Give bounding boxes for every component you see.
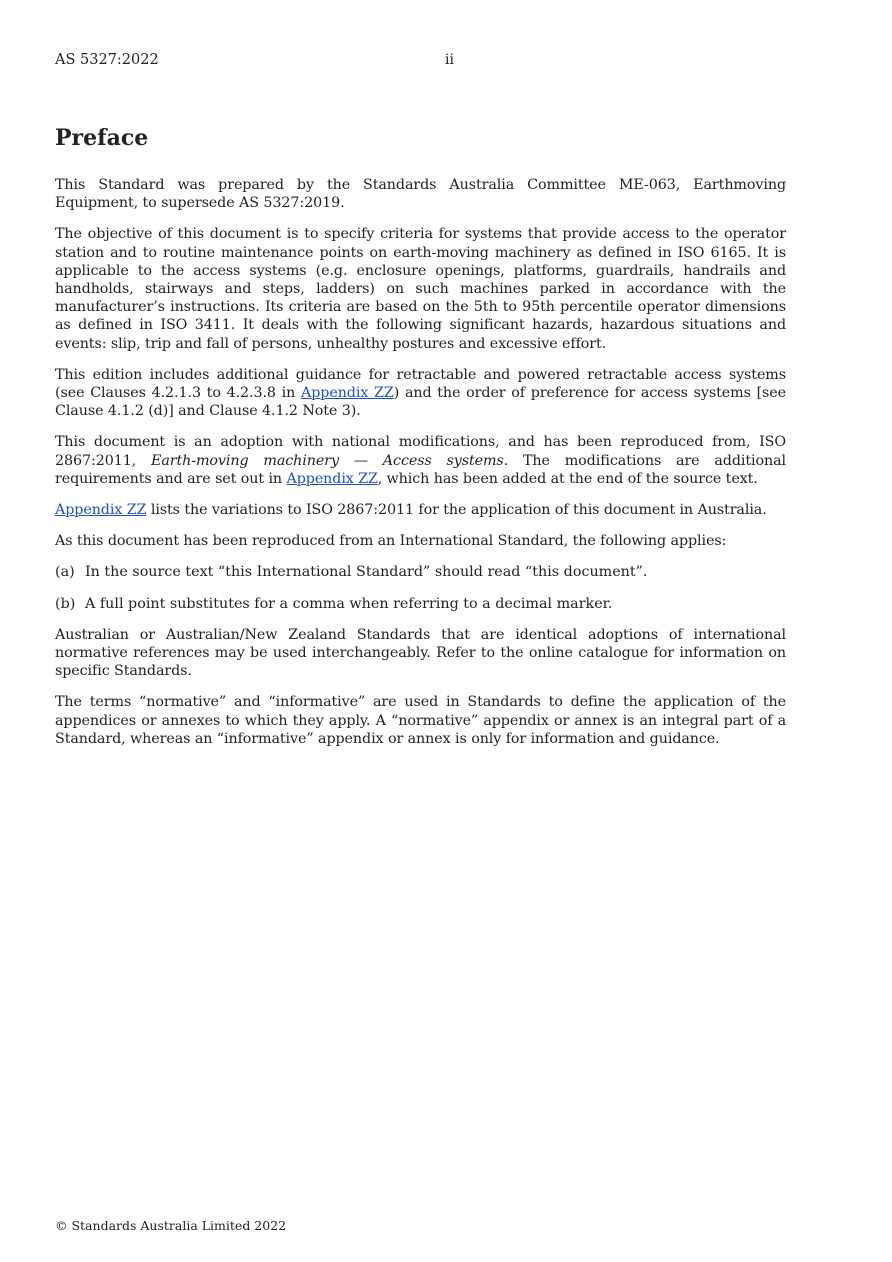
paragraph-applies: As this document has been reproduced from an International Standard, the following applies: — [55, 533, 727, 550]
paragraph-objective: The objective of this document is to specify criteria for systems that provide access to the operator station and to routine maintenance points on earth-moving machinery as defined in ISO 6165. It is applicable to the access systems (e.g. enclosure openings, platforms, guardrails, handrails and handholds, stairways and steps, ladders) on such machines parked in accordance with the manufacturer’s instructions. Its criteria are based on the 5th to 95th percentile operator dimensions as defined in ISO 3411. It deals with the following significant hazards, hazardous situations and events: slip, trip and fall of persons, unhealthy postures and excessive effort. — [55, 226, 786, 352]
appendix-zz-link[interactable]: Appendix ZZ — [55, 502, 147, 519]
paragraph-adoption-text-start: This document is an adoption with national modifications, and has been reproduced from, ISO 2867:2011, — [55, 434, 786, 469]
paragraph-committee: This Standard was prepared by the Standards Australia Committee ME-063, Earthmoving Equipment, to supersede AS 5327:2019. — [55, 177, 786, 212]
list-item-text: A full point substitutes for a comma when referring to a decimal marker. — [85, 595, 613, 612]
appendix-zz-link[interactable]: Appendix ZZ — [301, 385, 394, 402]
section-title: Preface — [55, 125, 149, 151]
document-identifier: AS 5327:2022 — [55, 52, 159, 68]
source-standard-title: Earth-moving machinery — Access systems — [150, 452, 504, 469]
list-item-text: In the source text “this International Standard” should read “this document”. — [85, 564, 648, 581]
paragraph-normative-references: Australian or Australian/New Zealand Standards that are identical adoptions of international normative references may be used interchangeably. Refer to the online catalogue for information on specific Standards. — [55, 626, 786, 680]
paragraph-adoption-text-middle: . The modifications are additional requirements and are set out in — [55, 452, 787, 487]
paragraph-terms: The terms “normative” and “informative” are used in Standards to define the application of the appendices or annexes to which they apply. A “normative” appendix or annex is an integral part of a Standard, whereas an “informative” appendix or annex is only for information and guidance. — [55, 694, 786, 747]
list-item — [55, 563, 786, 581]
page-number: ii — [445, 52, 454, 68]
paragraph-edition — [55, 366, 786, 421]
paragraph-edition-text-start: This edition includes additional guidance for retractable and powered retractable access systems (see Clauses 4.2.1.3 to 4.2.3.8 in — [55, 366, 786, 402]
paragraph-variations — [55, 501, 786, 519]
paragraph-edition-text-end: ) and the order of preference for access systems [see Clause 4.1.2 (d)] and Clause 4.1.2 Note 3). — [55, 385, 787, 420]
paragraph-adoption — [55, 433, 786, 488]
paragraph-adoption-text-end: , which has been added at the end of the source text. — [377, 470, 758, 487]
paragraph-variations-text: lists the variations to ISO 2867:2011 for the application of this document in Australia. — [146, 502, 767, 519]
document-body — [55, 124, 786, 761]
list-item — [55, 595, 786, 613]
page-header — [55, 52, 786, 72]
appendix-zz-link[interactable]: Appendix ZZ — [286, 470, 378, 487]
list-marker: (a) — [55, 564, 75, 581]
list-marker: (b) — [55, 595, 76, 612]
copyright-footer: © Standards Australia Limited 2022 — [55, 1218, 287, 1233]
